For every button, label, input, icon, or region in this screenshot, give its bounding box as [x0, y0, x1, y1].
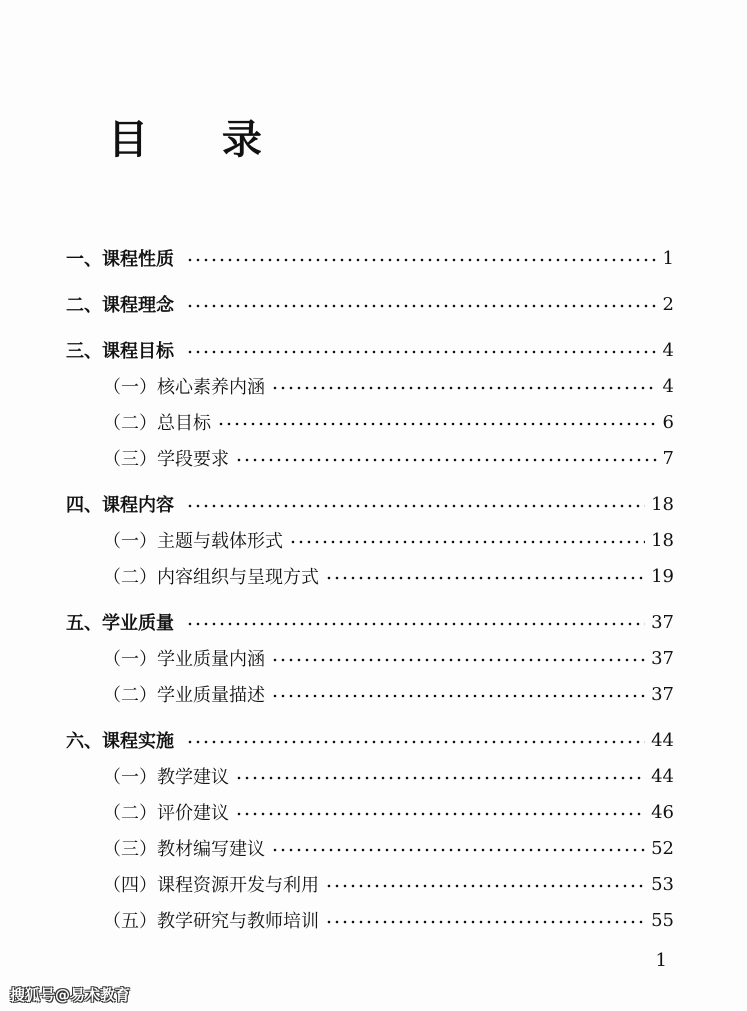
toc-entry-page: 18: [651, 529, 674, 551]
dot-leader: [325, 920, 645, 924]
watermark: 搜狐号@易术教育: [10, 986, 131, 1004]
toc-section-row[interactable]: [103, 869, 674, 899]
toc-entry-label: （三）学段要求: [103, 449, 229, 470]
dot-leader: [271, 694, 645, 698]
toc-chapter-row[interactable]: [66, 243, 674, 273]
toc-entry-label: 五、学业质量: [66, 613, 174, 634]
dot-leader: [325, 576, 645, 580]
toc-entry-page: 37: [651, 611, 674, 633]
toc-chapter-row[interactable]: [66, 335, 674, 365]
toc-entry-label: （一）学业质量内涵: [103, 649, 265, 670]
toc-entry-label: 三、课程目标: [66, 341, 174, 362]
toc-entry-page: 1: [662, 247, 674, 269]
toc-entry-label: （一）核心素养内涵: [103, 377, 265, 398]
toc-chapter-row[interactable]: [66, 607, 674, 637]
toc-entry-page: 55: [651, 909, 674, 931]
dot-leader: [186, 350, 657, 354]
toc-section-row[interactable]: [103, 643, 674, 673]
dot-leader: [186, 504, 645, 508]
toc-section-row[interactable]: [103, 371, 674, 401]
toc-entry-page: 18: [651, 493, 674, 515]
toc-entry-label: （二）评价建议: [103, 803, 229, 824]
toc-entry-page: 46: [651, 801, 674, 823]
dot-leader: [271, 386, 657, 390]
toc-entry-label: （四）课程资源开发与利用: [103, 875, 319, 896]
toc-entry-label: （一）主题与载体形式: [103, 531, 283, 552]
dot-leader: [235, 776, 645, 780]
dot-leader: [271, 848, 645, 852]
toc-entry-label: （五）教学研究与教师培训: [103, 911, 319, 932]
dot-leader: [186, 740, 645, 744]
toc-entry-page: 37: [651, 647, 674, 669]
toc-chapter-row[interactable]: [66, 725, 674, 755]
toc-section-row[interactable]: [103, 443, 674, 473]
toc-chapter-row[interactable]: [66, 289, 674, 319]
toc-entry-label: （一）教学建议: [103, 767, 229, 788]
toc-section-row[interactable]: [103, 833, 674, 863]
toc-entry-page: 7: [662, 447, 674, 469]
dot-leader: [325, 884, 645, 888]
toc-section-row[interactable]: [103, 561, 674, 591]
dot-leader: [271, 658, 645, 662]
toc-entry-label: 一、课程性质: [66, 249, 174, 270]
toc-entry-label: （二）学业质量描述: [103, 685, 265, 706]
toc-section-row[interactable]: [103, 679, 674, 709]
page-title: 目 录: [108, 116, 292, 163]
toc-entry-page: 44: [651, 765, 674, 787]
toc-entry-page: 4: [662, 375, 674, 397]
toc-section-row[interactable]: [103, 905, 674, 935]
dot-leader: [289, 540, 645, 544]
toc-entry-page: 4: [662, 339, 674, 361]
toc-entry-page: 37: [651, 683, 674, 705]
dot-leader: [217, 422, 657, 426]
dot-leader: [235, 458, 657, 462]
toc-entry-page: 19: [651, 565, 674, 587]
toc-section-row[interactable]: [103, 761, 674, 791]
toc-entry-label: （二）内容组织与呈现方式: [103, 567, 319, 588]
dot-leader: [186, 258, 657, 262]
page-number: 1: [655, 950, 667, 971]
toc-entry-label: （二）总目标: [103, 413, 211, 434]
toc-entry-label: 二、课程理念: [66, 295, 174, 316]
toc-entry-page: 2: [662, 293, 674, 315]
toc-section-row[interactable]: [103, 525, 674, 555]
toc-section-row[interactable]: [103, 407, 674, 437]
toc-entry-page: 52: [651, 837, 674, 859]
toc-entry-page: 44: [651, 729, 674, 751]
toc-entry-page: 53: [651, 873, 674, 895]
dot-leader: [235, 812, 645, 816]
dot-leader: [186, 304, 657, 308]
toc-entry-label: 四、课程内容: [66, 495, 174, 516]
toc-chapter-row[interactable]: [66, 489, 674, 519]
toc-entry-label: 六、课程实施: [66, 731, 174, 752]
toc-entry-label: （三）教材编写建议: [103, 839, 265, 860]
dot-leader: [186, 622, 645, 626]
toc-entry-page: 6: [662, 411, 674, 433]
toc-section-row[interactable]: [103, 797, 674, 827]
